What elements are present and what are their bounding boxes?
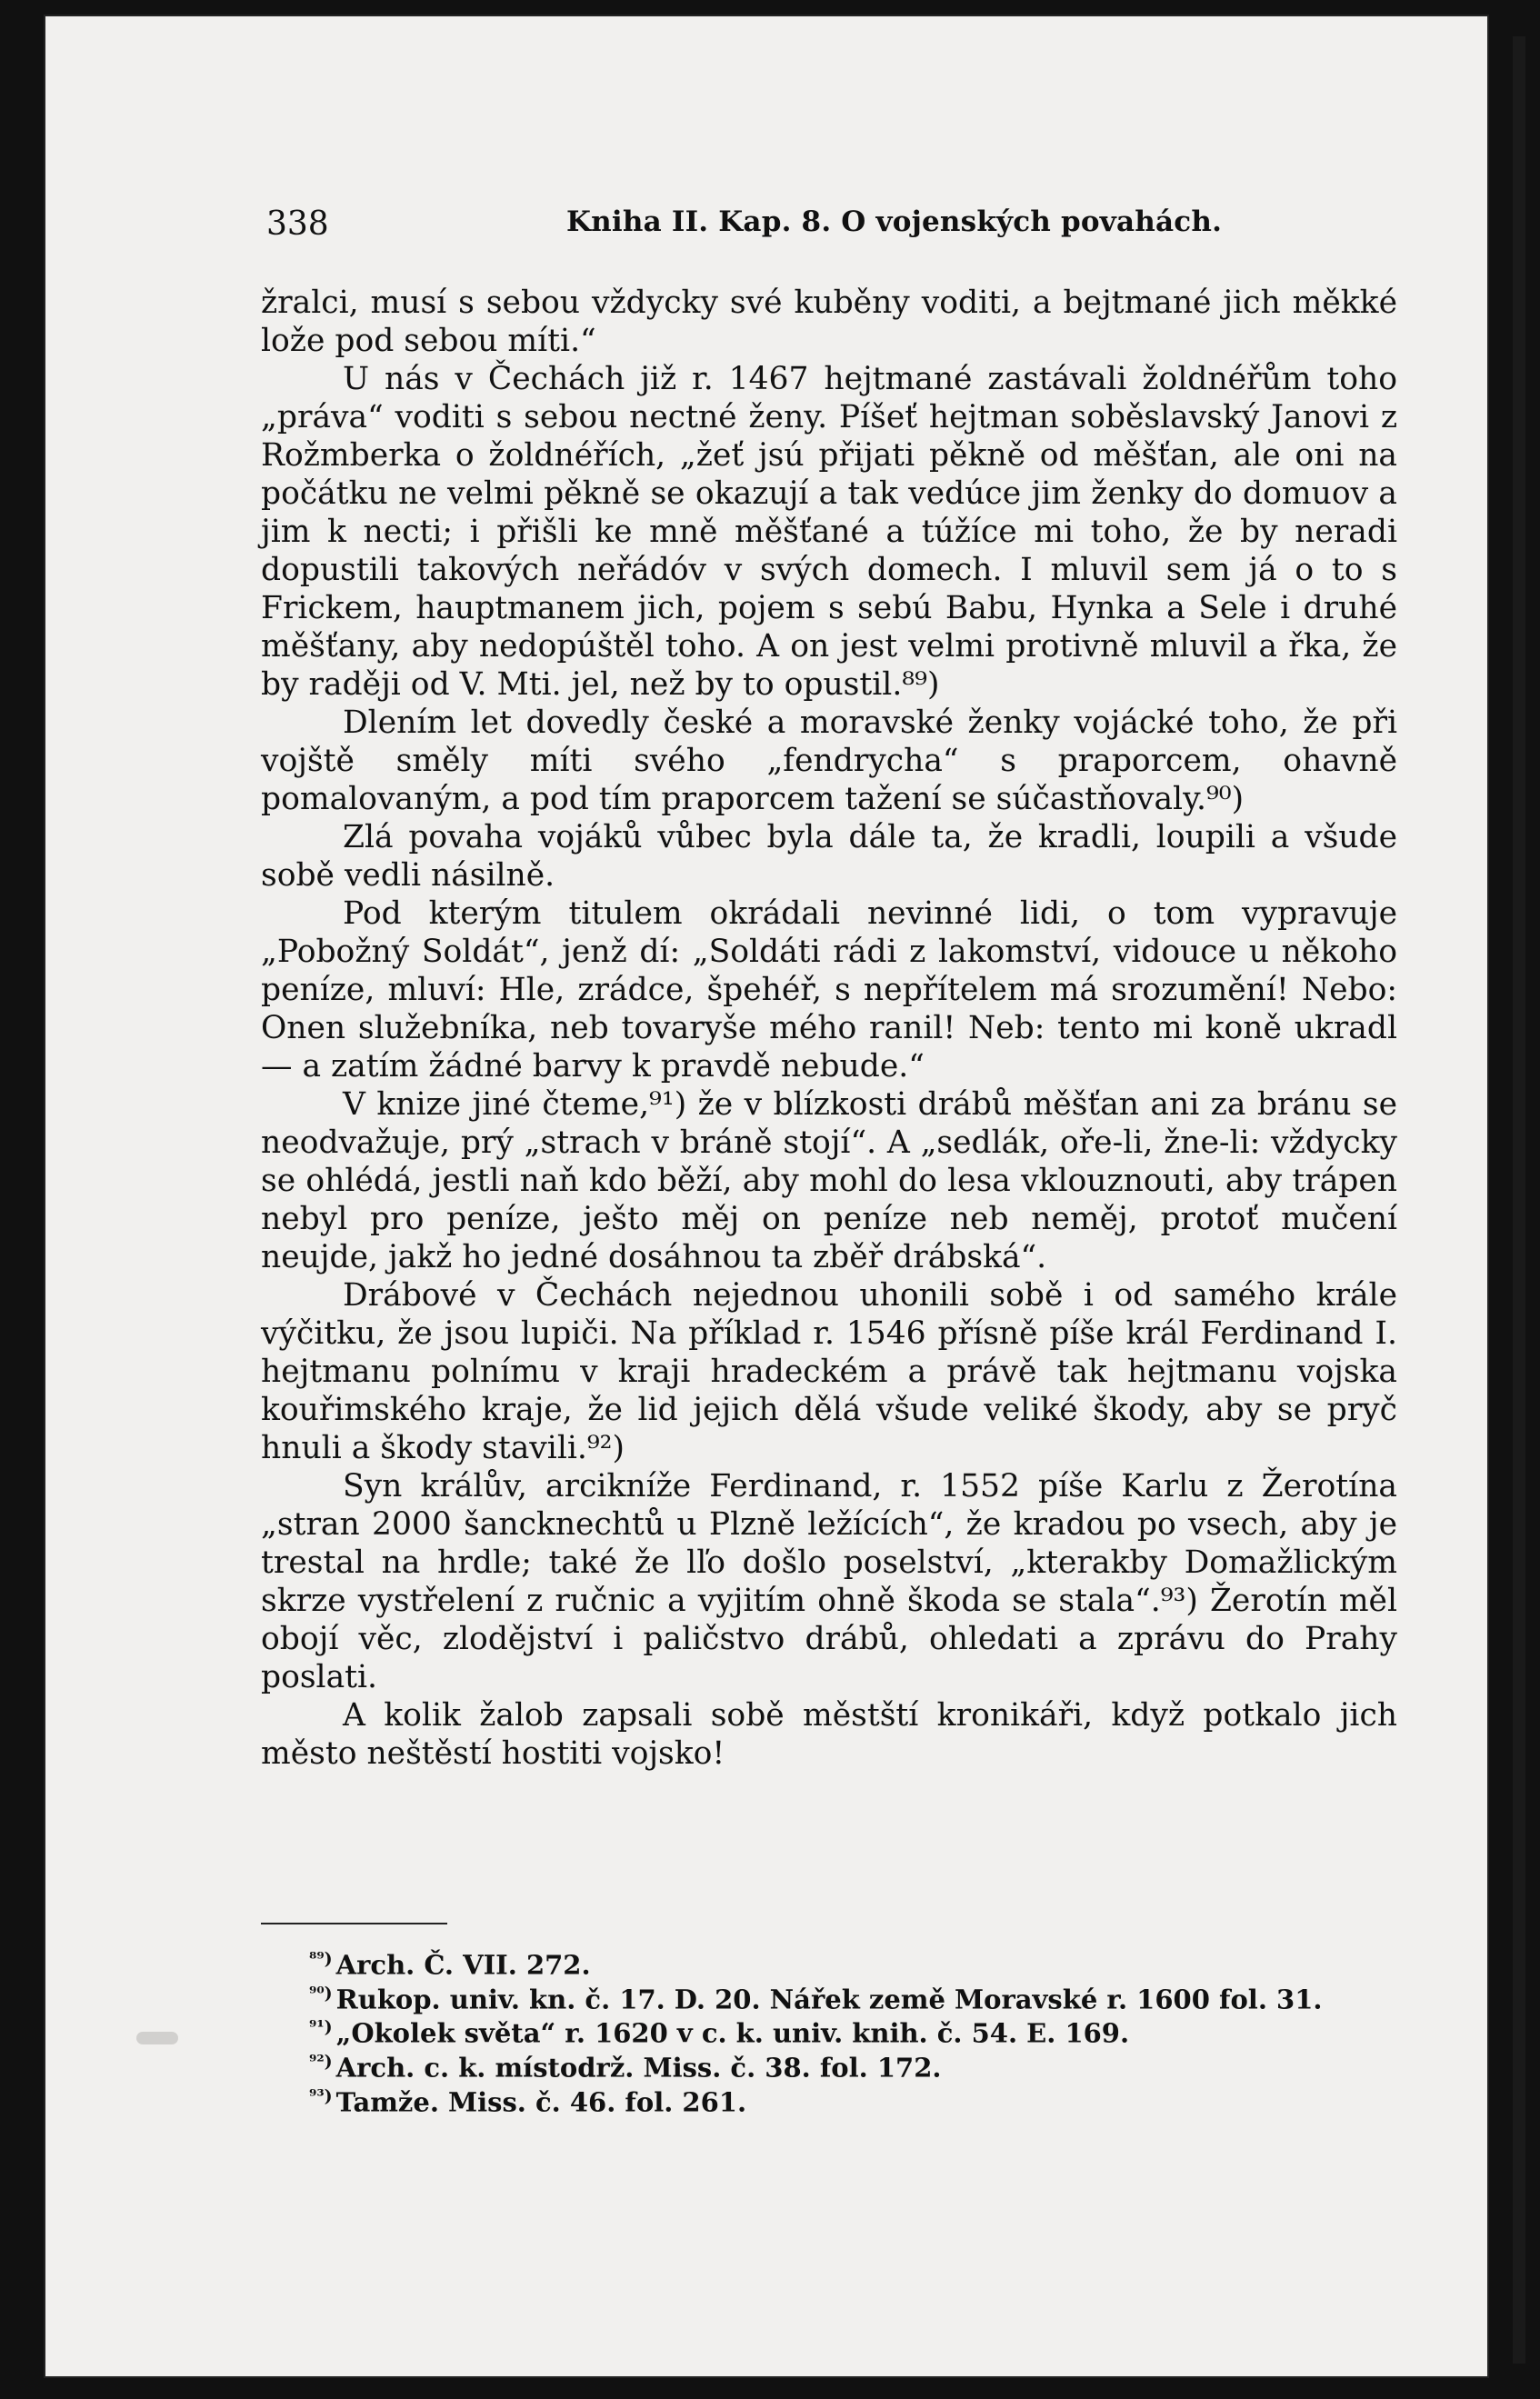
footnote-mark: ⁹¹) — [309, 2017, 333, 2038]
footnote — [309, 2083, 1400, 2117]
footnote-mark: ⁹³) — [309, 2085, 333, 2106]
footnote-text: Arch. Č. VII. 272. — [335, 1949, 591, 1981]
footnote — [309, 1945, 1400, 1980]
footnote-mark: ⁹²) — [309, 2051, 333, 2072]
footnote — [309, 2014, 1400, 2048]
paragraph: Zlá povaha vojáků vůbec byla dále ta, že kradli, loupili a všude sobě vedli násilně. — [261, 819, 1397, 894]
footnote-text: Rukop. univ. kn. č. 17. D. 20. Nářek země Moravské r. 1600 fol. 31. — [335, 1984, 1323, 2015]
footnote-text: Arch. c. k. místodrž. Miss. č. 38. fol. 172. — [335, 2052, 942, 2084]
page-number: 338 — [266, 205, 329, 243]
paragraph: Pod kterým titulem okrádali nevinné lidi, o tom vypravuje „Pobožný Soldát“, jenž dí: „Soldáti rádi z lakomství, vidouce u někoho peníze, mluví: Hle, zrádce, špehéř, s nepřítelem má srozumění! Nebo: Onen služebníka, neb tovaryše mého ranil! Neb: tento mi koně ukradl — a zatím žádné barvy k pravdě nebude.“ — [261, 895, 1397, 1085]
paragraph: A kolik žalob zapsali sobě městští kronikáři, když potkalo jich město neštěstí hostiti vojsko! — [261, 1697, 1397, 1772]
footnotes — [309, 1945, 1400, 2116]
running-head: Kniha II. Kap. 8. O vojenských povahách. — [566, 205, 1223, 238]
paragraph: Drábové v Čechách nejednou uhonili sobě i od samého krále výčitku, že jsou lupiči. Na příklad r. 1546 přísně píše král Ferdinand I. hejtmanu polnímu v kraji hradeckém a právě tak hejtmanu vojska kouřimského kraje, že lid jejich dělá všude veliké škody, aby se pryč hnuli a škody stavili.⁹²) — [261, 1277, 1397, 1466]
footnote-text: „Okolek světa“ r. 1620 v c. k. univ. knih. č. 54. E. 169. — [335, 2017, 1130, 2049]
footnote-mark: ⁹⁰) — [309, 1983, 333, 2004]
footnote-text: Tamže. Miss. č. 46. fol. 261. — [335, 2086, 747, 2118]
paragraph: žralci, musí s sebou vždycky své kuběny voditi, a bejtmané jich měkké lože pod sebou míti.“ — [261, 285, 1397, 359]
footnote-rule — [261, 1923, 447, 1924]
page-edge-shadow — [1513, 36, 1525, 2364]
footnote-mark: ⁸⁹) — [309, 1949, 333, 1969]
body-text — [261, 284, 1397, 1773]
paper-smudge — [136, 2032, 178, 2044]
paragraph: V knize jiné čteme,⁹¹) že v blízkosti drábů měšťan ani za bránu se neodvažuje, prý „strach v bráně stojí“. A „sedlák, oře-li, žne-li: vždycky se ohlédá, jestli naň kdo běží, aby mohl do lesa vklouznouti, aby trápen nebyl pro peníze, ješto měj on peníze neb neměj, protoť mučení neujde, jakž ho jedné dosáhnou ta zběř drábská“. — [261, 1086, 1397, 1275]
footnote — [309, 1980, 1400, 2014]
footnote — [309, 2048, 1400, 2083]
paragraph: Dlením let dovedly české a moravské ženky vojácké toho, že při vojště směly míti svého „fendrycha“ s praporcem, ohavně pomalovaným, a pod tím praporcem tažení se súčastňovaly.⁹⁰) — [261, 705, 1397, 817]
paragraph: U nás v Čechách již r. 1467 hejtmané zastávali žoldnéřům toho „práva“ voditi s sebou nectné ženy. Píšeť hejtman soběslavský Janovi z Rožmberka o žoldnéřích, „žeť jsú přijati pěkně od měšťan, ale oni na počátku ne velmi pěkně se okazují a tak vedúce jim ženky do domuov a jim k necti; i přišli ke mně měšťané a túžíce mi toho, že by neradi dopustili takových neřádóv v svých domech. I mluvil sem já o to s Frickem, hauptmanem jich, pojem s sebú Babu, Hynka a Sele i druhé měšťany, aby nedopúštěl toho. A on jest velmi protivně mluvil a řka, že by raději od V. Mti. jel, než by to opustil.⁸⁹) — [261, 361, 1397, 703]
paragraph: Syn králův, arcikníže Ferdinand, r. 1552 píše Karlu z Žerotína „stran 2000 šancknechtů u Plzně ležících“, že kradou po vsech, aby je trestal na hrdle; také že lľo došlo poselství, „kterakby Domažlickým skrze vystřelení z ručnic a vyjitím ohně škoda se stala“.⁹³) Žerotín měl obojí věc, zlodějství i paličstvo drábů, ohledati a zprávu do Prahy poslati. — [261, 1468, 1397, 1695]
